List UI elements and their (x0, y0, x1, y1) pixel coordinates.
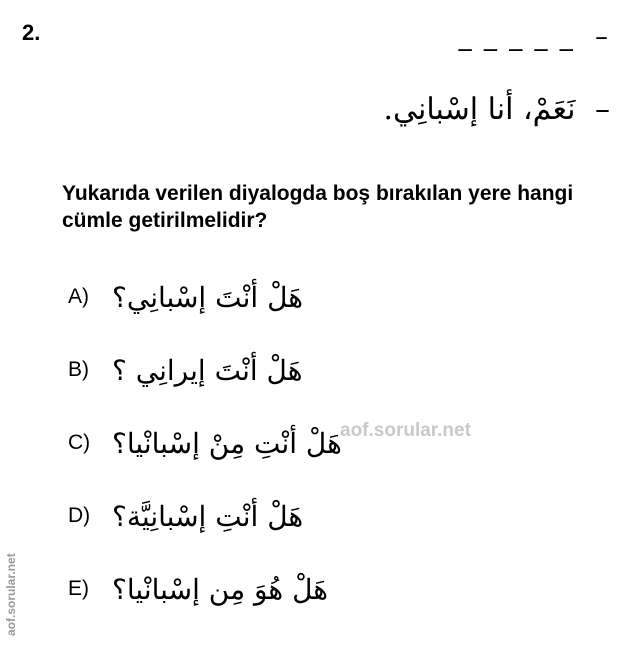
option-text: هَلْ هُوَ مِن إسْبانْيا؟ (112, 572, 329, 606)
dialogue-dash: – (595, 22, 610, 52)
option-text: هَلْ أنْتَ إيرانِي ؟ (112, 353, 303, 387)
dialogue-dash: – (595, 92, 610, 127)
option-letter: E) (68, 577, 89, 600)
dialogue-blank-line (459, 22, 610, 52)
option-e[interactable] (68, 564, 488, 614)
option-letter: B) (68, 358, 89, 381)
dialogue-answer-line (384, 92, 610, 127)
option-letter: D) (68, 504, 91, 527)
option-letter: A) (68, 285, 89, 308)
option-d[interactable] (68, 491, 488, 541)
option-a[interactable] (68, 272, 488, 322)
option-text: هَلْ أنْتِ مِنْ إسْبانْيا؟ (112, 426, 342, 460)
option-text: هَلْ أنْتَ إسْبانِي؟ (112, 280, 304, 314)
option-letter: C) (68, 431, 91, 454)
watermark-side: aof.sorular.net (4, 553, 18, 636)
dialogue-blank: _ _ _ _ _ (458, 22, 575, 52)
option-text: هَلْ أنْتِ إسْبانِيَّة؟ (112, 499, 304, 533)
question-number: 2. (22, 20, 41, 45)
watermark-center: aof.sorular.net (340, 420, 471, 441)
dialogue-answer-text: نَعَمْ، أنا إسْبانِي. (383, 92, 576, 127)
question-prompt: Yukarıda verilen diyalogda boş bırakılan yere hangi cümle getirilmelidir? (62, 182, 574, 232)
option-b[interactable] (68, 345, 488, 395)
